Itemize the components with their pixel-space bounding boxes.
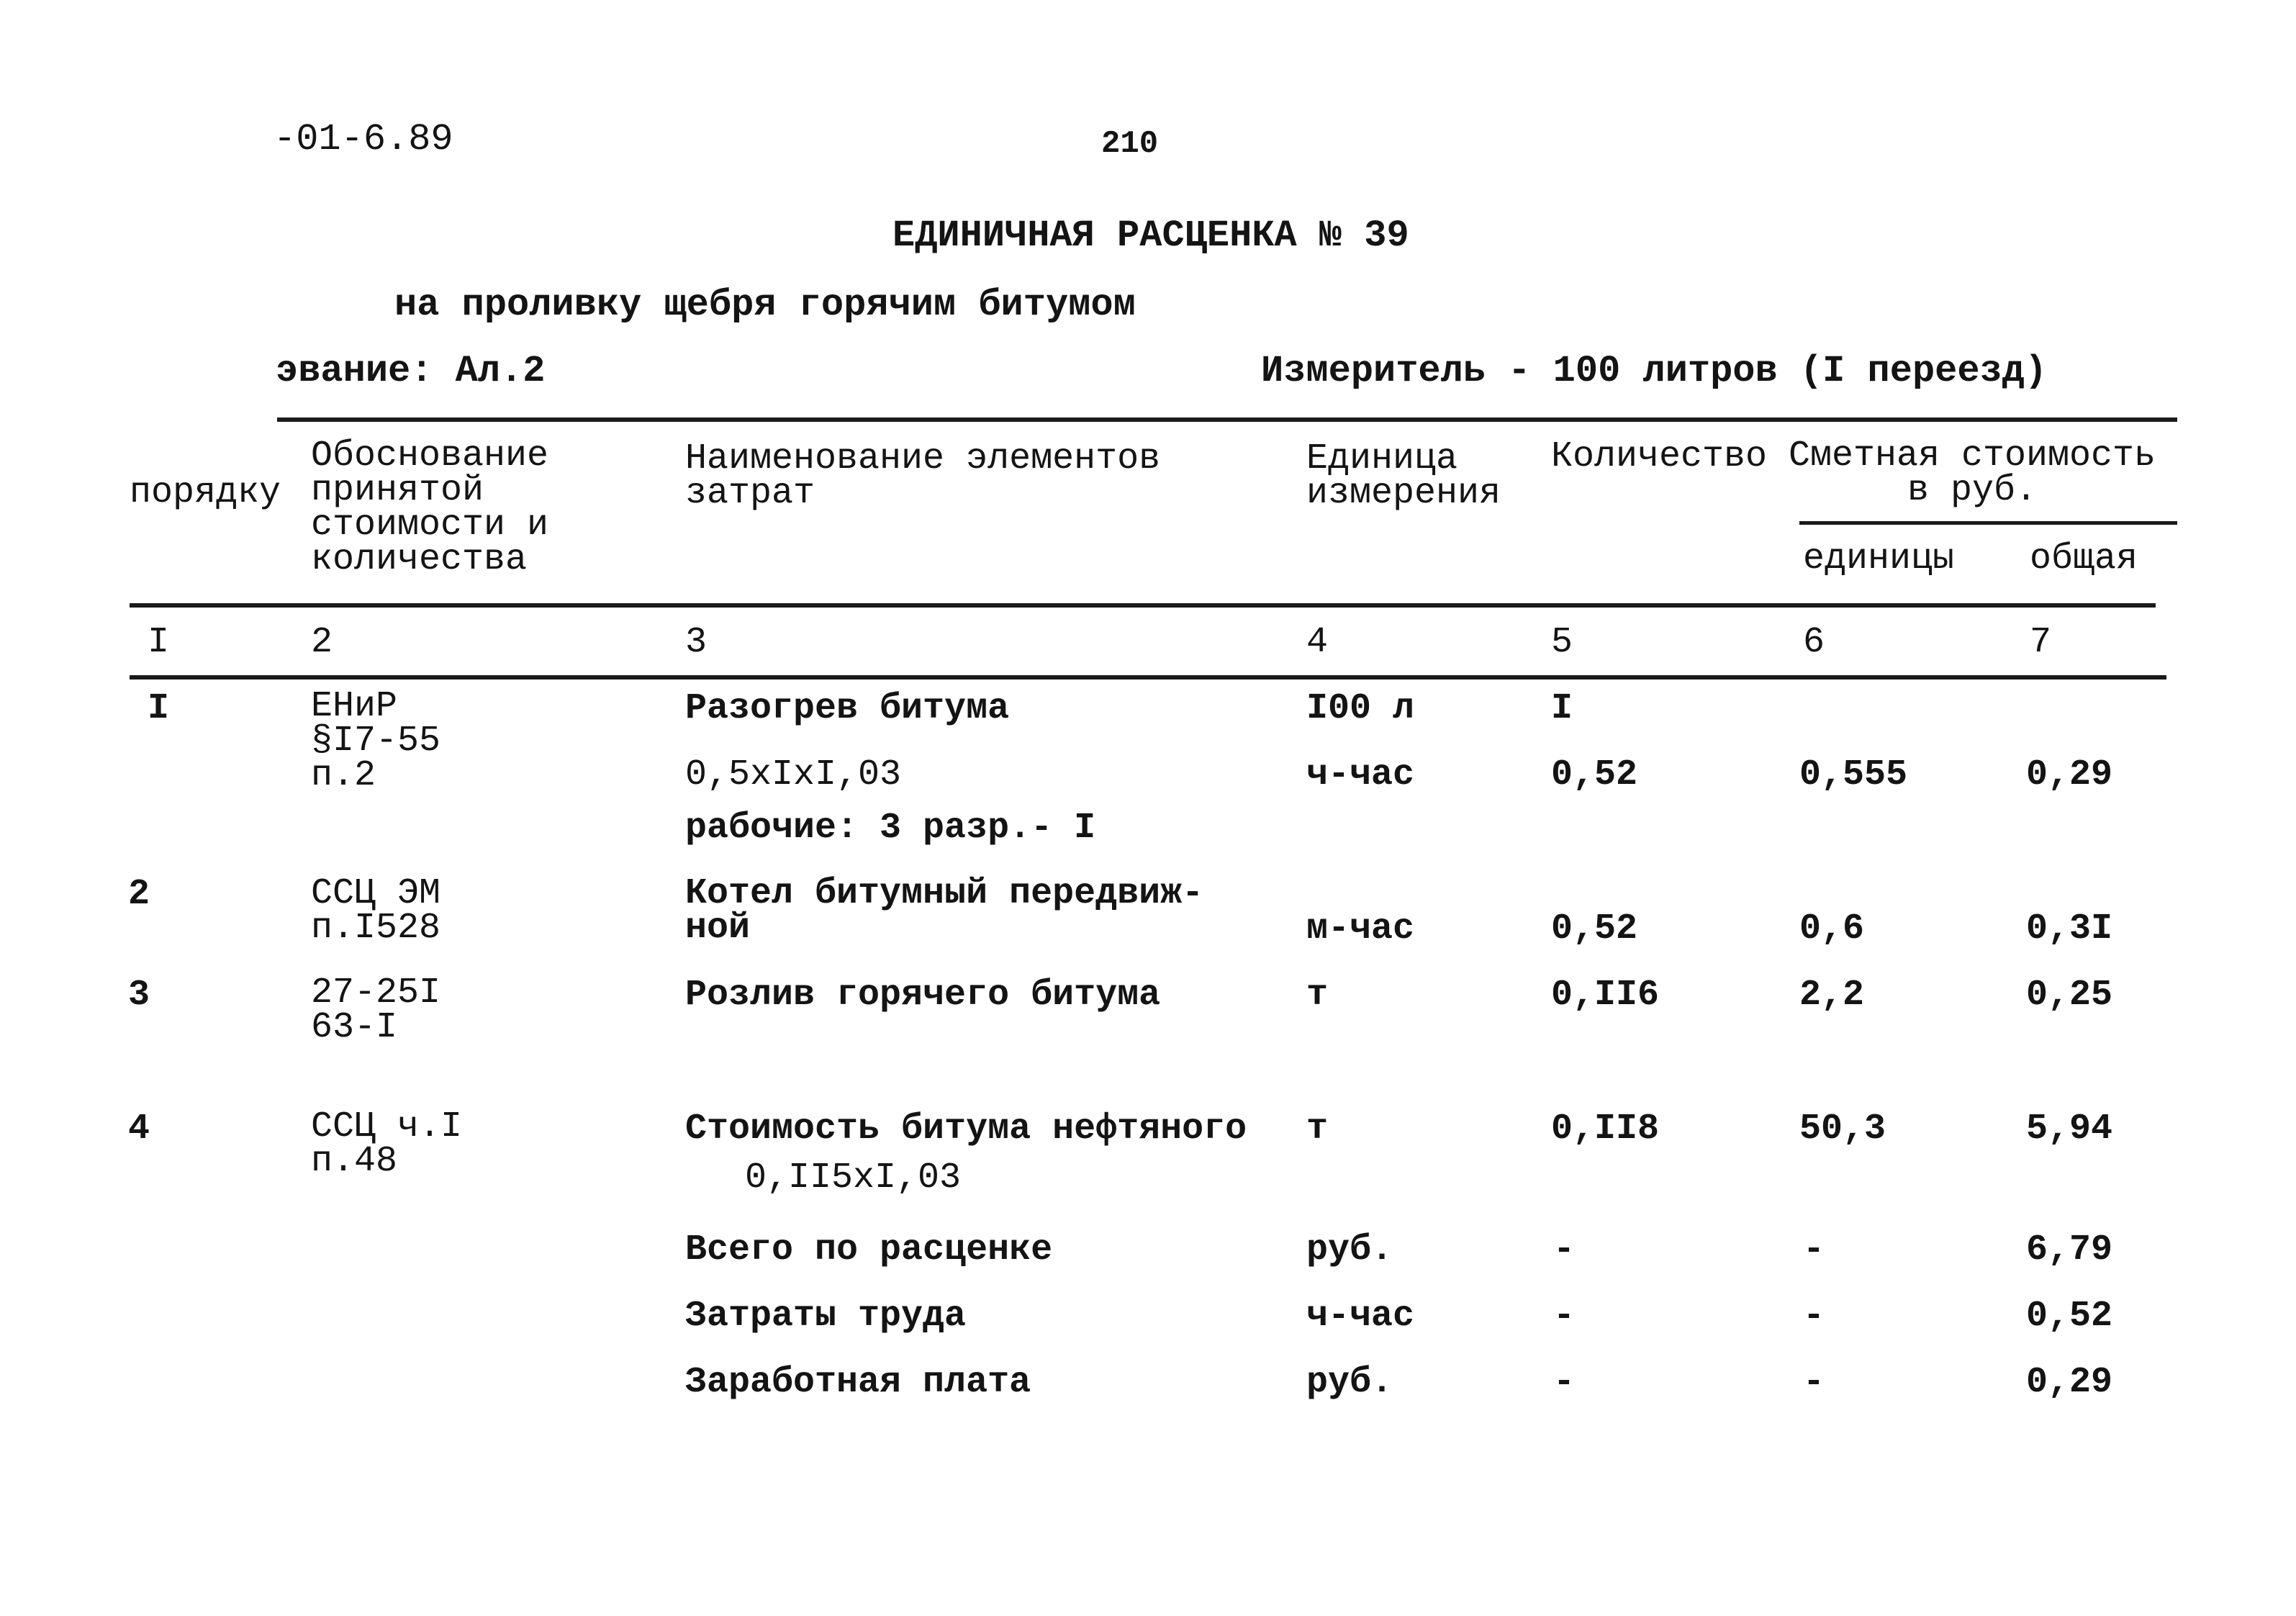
row-cost-element: Котел битумный передвиж- ной bbox=[685, 873, 1204, 949]
row-unit-cost: 2,2 bbox=[1799, 975, 1865, 1016]
row-quantity: 0,52 bbox=[1551, 754, 1638, 795]
row-quantity: 0,II6 bbox=[1551, 975, 1660, 1016]
column-numbers-rule bbox=[130, 675, 2166, 680]
row-basis: ССЦ ЭМ п.I528 bbox=[311, 873, 441, 949]
total-unit: ч-час bbox=[1306, 1296, 1415, 1337]
header-estimated-cost: Сметная стоимость в руб. bbox=[1788, 435, 2156, 511]
row-unit-cost: 0,555 bbox=[1799, 754, 1908, 795]
total-label: Затраты труда bbox=[685, 1296, 967, 1337]
row-quantity: I bbox=[1551, 688, 1573, 729]
row-number: I bbox=[148, 688, 170, 729]
total-quantity: - bbox=[1553, 1362, 1576, 1403]
header-total-cost: общая bbox=[2030, 538, 2138, 579]
page-subtitle: на проливку щебря горячим битумом bbox=[394, 284, 1136, 326]
row-unit: I00 л bbox=[1306, 688, 1415, 729]
total-amount: 0,52 bbox=[2026, 1296, 2113, 1337]
row-basis: ССЦ ч.I п.48 bbox=[311, 1106, 463, 1182]
total-amount: 0,29 bbox=[2026, 1362, 2113, 1403]
column-number: 7 bbox=[2030, 622, 2052, 663]
header-quantity: Количество bbox=[1551, 436, 1768, 477]
column-number: 4 bbox=[1306, 622, 1329, 663]
column-number: I bbox=[148, 622, 170, 663]
row-unit-cost: 0,6 bbox=[1799, 908, 1865, 949]
table-top-rule bbox=[277, 417, 2177, 422]
total-unit: руб. bbox=[1306, 1229, 1393, 1270]
row-total-cost: 0,3I bbox=[2026, 908, 2113, 949]
measure-label: Измеритель - 100 литров (I переезд) bbox=[1261, 350, 2048, 392]
column-number: 3 bbox=[685, 622, 708, 663]
page-title: ЕДИНИЧНАЯ РАСЦЕНКА № 39 bbox=[892, 215, 1409, 257]
column-number: 6 bbox=[1803, 622, 1825, 663]
total-unit-cost: - bbox=[1803, 1296, 1825, 1337]
row-basis: ЕНиР §I7-55 п.2 bbox=[311, 686, 441, 796]
row-basis: 27-25I 63-I bbox=[311, 972, 441, 1048]
total-quantity: - bbox=[1553, 1229, 1576, 1270]
total-amount: 6,79 bbox=[2026, 1229, 2113, 1270]
row-number: 2 bbox=[128, 874, 150, 915]
total-unit-cost: - bbox=[1803, 1229, 1825, 1270]
row-cost-element-formula: 0,II5xI,03 bbox=[745, 1157, 962, 1199]
row-total-cost: 0,29 bbox=[2026, 754, 2113, 795]
document-code: -01-6.89 bbox=[274, 118, 453, 161]
row-cost-element-workers: рабочие: 3 разр.- I bbox=[685, 808, 1096, 849]
total-label: Заработная плата bbox=[685, 1362, 1031, 1403]
basis-label: эвание: Ал.2 bbox=[276, 350, 546, 392]
cost-header-rule bbox=[1799, 521, 2177, 525]
header-bottom-rule bbox=[130, 603, 2156, 608]
header-basis: Обоснование принятой стоимости и количества bbox=[311, 435, 549, 580]
column-number: 5 bbox=[1551, 622, 1573, 663]
total-unit-cost: - bbox=[1803, 1362, 1825, 1403]
row-unit: т bbox=[1306, 975, 1329, 1016]
row-cost-element-formula: 0,5xIxI,03 bbox=[685, 754, 902, 795]
row-unit: ч-час bbox=[1306, 754, 1415, 795]
total-quantity: - bbox=[1553, 1296, 1576, 1337]
row-cost-element: Стоимость битума нефтяного bbox=[685, 1109, 1247, 1150]
row-cost-element: Розлив горячего битума bbox=[685, 975, 1161, 1016]
row-quantity: 0,52 bbox=[1551, 908, 1638, 949]
header-order-number: порядку bbox=[130, 472, 281, 513]
header-cost-elements: Наименование элементов затрат bbox=[685, 438, 1161, 514]
row-unit: м-час bbox=[1306, 908, 1415, 949]
row-number: 3 bbox=[128, 975, 150, 1016]
total-unit: руб. bbox=[1306, 1362, 1393, 1403]
total-label: Всего по расценке bbox=[685, 1229, 1053, 1270]
header-unit-cost: единицы bbox=[1803, 538, 1955, 579]
row-number: 4 bbox=[128, 1109, 150, 1150]
row-total-cost: 5,94 bbox=[2026, 1109, 2113, 1150]
column-number: 2 bbox=[311, 622, 333, 663]
row-quantity: 0,II8 bbox=[1551, 1109, 1660, 1150]
header-unit: Единица измерения bbox=[1306, 438, 1501, 514]
row-cost-element: Разогрев битума bbox=[685, 688, 1010, 729]
page-number: 210 bbox=[1101, 126, 1159, 162]
row-total-cost: 0,25 bbox=[2026, 975, 2113, 1016]
row-unit-cost: 50,3 bbox=[1799, 1109, 1886, 1150]
row-unit: т bbox=[1306, 1109, 1329, 1150]
